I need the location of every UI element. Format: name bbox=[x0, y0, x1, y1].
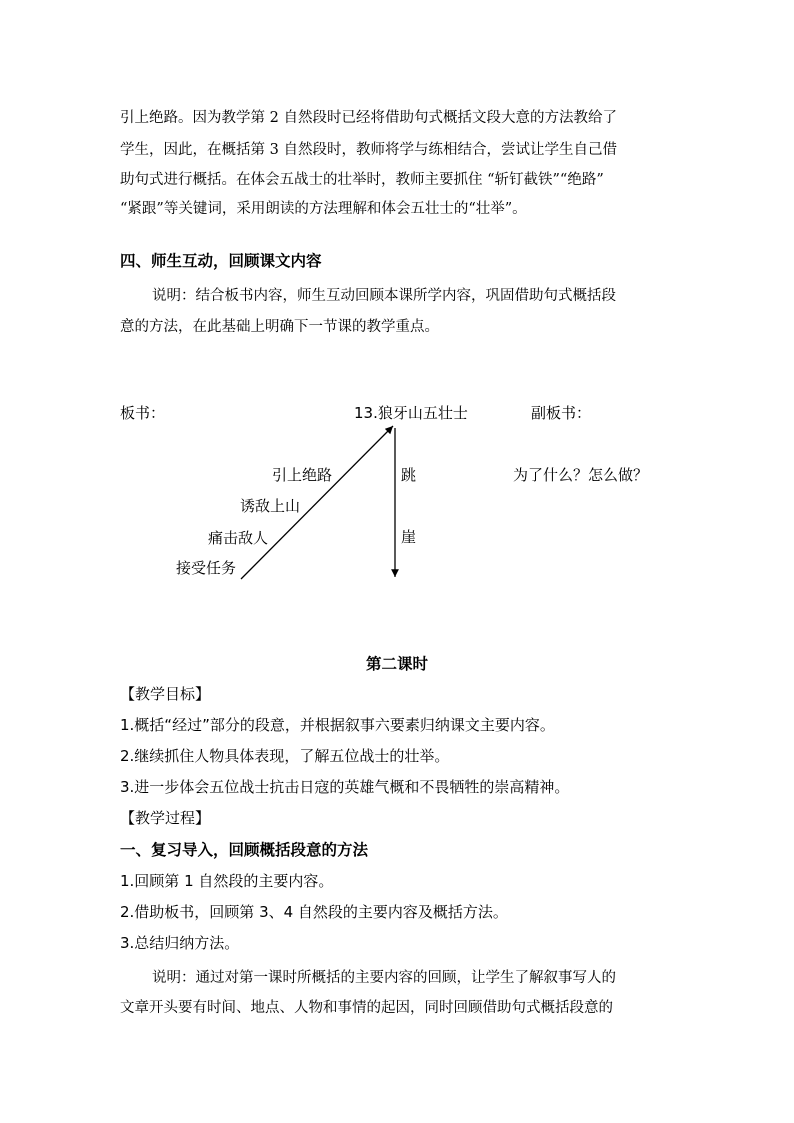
process-heading: 【教学过程】 bbox=[120, 809, 211, 827]
board-down-char-2: 崖 bbox=[401, 528, 417, 546]
diagonal-arrow bbox=[241, 426, 393, 579]
intro-line-2: 学生，因此，在概括第 3 自然段时，教师将学与练相结合，尝试让学生自己借 bbox=[120, 142, 617, 158]
lesson2-note-line-1: 说明：通过对第一课时所概括的主要内容的回顾，让学生了解叙事写人的 bbox=[152, 970, 616, 986]
lesson2-note-line-2: 文章开头要有时间、地点、人物和事情的起因，同时回顾借助句式概括段意的 bbox=[120, 1000, 613, 1016]
board-question: 为了什么？怎么做？ bbox=[513, 466, 649, 484]
section4-note-line-1: 说明：结合板书内容，师生互动回顾本课所学内容，巩固借助句式概括段 bbox=[152, 288, 616, 304]
intro-line-1: 引上绝路。因为教学第 2 自然段时已经将借助句式概括文段大意的方法教给了 bbox=[120, 110, 617, 126]
intro-line-4: “紧跟”等关键词，采用朗读的方法理解和体会五壮士的“壮举”。 bbox=[120, 201, 527, 217]
goals-heading: 【教学目标】 bbox=[120, 685, 211, 703]
intro-line-3: 助句式进行概括。在体会五战士的壮举时，教师主要抓住 “斩钉截铁”“绝路” bbox=[120, 172, 604, 188]
board-step-2: 诱敌上山 bbox=[240, 497, 301, 515]
board-step-1: 引上绝路 bbox=[272, 466, 333, 484]
section4-note-line-2: 意的方法，在此基础上明确下一节课的教学重点。 bbox=[120, 319, 439, 335]
board-label: 板书： bbox=[120, 404, 166, 422]
step1-item-3: 3.总结归纳方法。 bbox=[120, 934, 240, 952]
section4-heading: 四、师生互动，回顾课文内容 bbox=[120, 252, 322, 270]
lesson2-title: 第二课时 bbox=[366, 655, 429, 673]
goal-3: 3.进一步体会五位战士抗击日寇的英雄气概和不畏牺牲的崇高精神。 bbox=[120, 778, 570, 796]
board-step-3: 痛击敌人 bbox=[208, 529, 269, 547]
board-title: 13.狼牙山五壮士 bbox=[354, 404, 468, 422]
goal-1: 1.概括“经过”部分的段意，并根据叙事六要素归纳课文主要内容。 bbox=[120, 716, 555, 734]
step1-heading: 一、复习导入，回顾概括段意的方法 bbox=[120, 841, 369, 859]
board-down-char-1: 跳 bbox=[401, 466, 417, 484]
goal-2: 2.继续抓住人物具体表现，了解五位战士的壮举。 bbox=[120, 747, 450, 765]
secondary-board-label: 副板书： bbox=[531, 404, 592, 422]
step1-item-1: 1.回顾第 1 自然段的主要内容。 bbox=[120, 872, 334, 890]
step1-item-2: 2.借助板书，回顾第 3、4 自然段的主要内容及概括方法。 bbox=[120, 903, 508, 921]
board-step-4: 接受任务 bbox=[176, 559, 237, 577]
